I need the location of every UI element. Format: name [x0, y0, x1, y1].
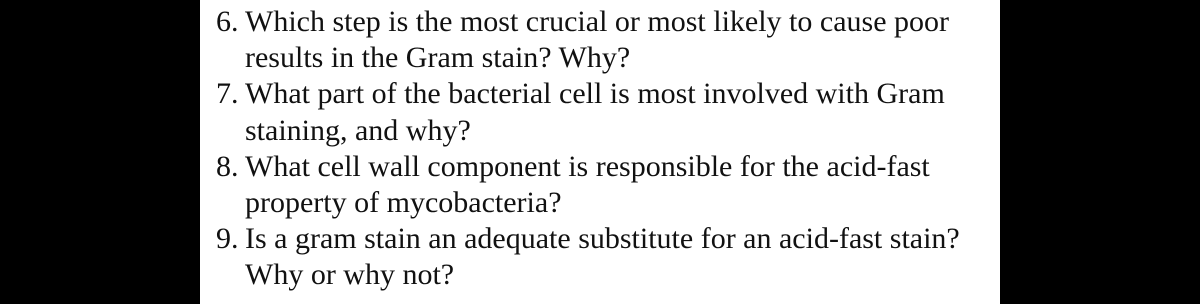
question-number: 7.	[216, 77, 239, 111]
question-item-9	[216, 221, 960, 293]
document-page	[200, 0, 1000, 304]
question-text-line: results in the Gram stain? Why?	[245, 41, 631, 75]
question-text-line: staining, and why?	[245, 113, 471, 147]
question-number: 9.	[216, 222, 239, 256]
question-text-line: What part of the bacterial cell is most involved with Gram	[245, 77, 945, 111]
question-number: 6.	[216, 5, 239, 38]
question-text-line: Is a gram stain an adequate substitute for an acid-fast stain?	[245, 222, 960, 256]
question-item-6	[216, 4, 960, 76]
question-text-line: Which step is the most crucial or most likely to cause poor	[245, 5, 950, 38]
question-number: 8.	[216, 149, 239, 183]
question-item-7	[216, 76, 960, 148]
question-list	[216, 4, 960, 294]
question-text-line: property of mycobacteria?	[245, 186, 562, 220]
question-text-line: What cell wall component is responsible for the acid-fast	[245, 149, 930, 183]
question-item-8	[216, 149, 960, 221]
question-text-line: Why or why not?	[245, 258, 455, 292]
